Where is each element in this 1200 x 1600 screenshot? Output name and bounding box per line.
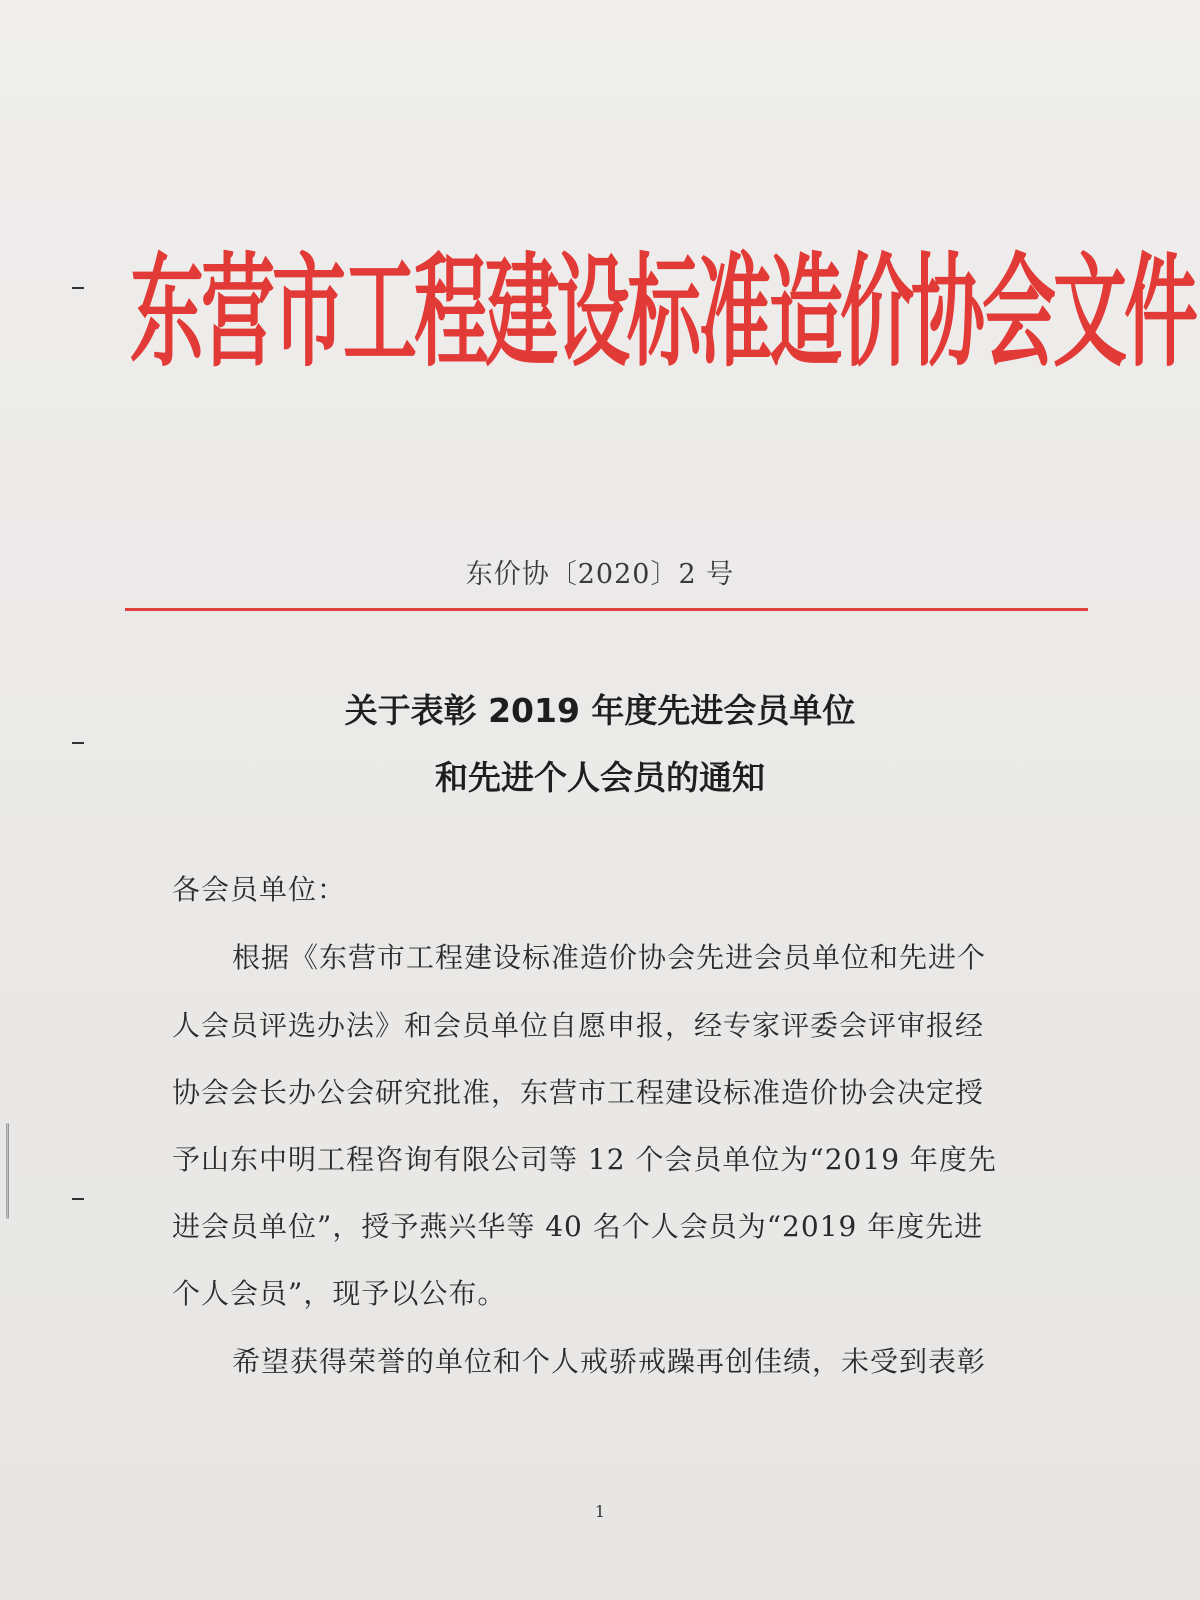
organization-header-title: 东营市工程建设标准造价协会文件 bbox=[130, 242, 1195, 384]
paragraph-2-line-1: 希望获得荣誉的单位和个人戒骄戒躁再创佳绩，未受到表彰 bbox=[232, 1345, 987, 1378]
paragraph-1-line-4: 予山东中明工程咨询有限公司等 12 个会员单位为“2019 年度先 bbox=[172, 1143, 997, 1176]
paragraph-1-line-6: 个人会员”，现予以公布。 bbox=[172, 1277, 507, 1310]
page-number: 1 bbox=[594, 1502, 606, 1521]
staple bbox=[6, 1123, 9, 1219]
notice-title-line-2: 和先进个人会员的通知 bbox=[435, 758, 765, 797]
paragraph-1-line-1: 根据《东营市工程建设标准造价协会先进会员单位和先进个 bbox=[232, 941, 987, 974]
margin-tick-mark bbox=[72, 742, 84, 744]
margin-tick-mark bbox=[72, 1198, 84, 1200]
paragraph-1-line-2: 人会员评选办法》和会员单位自愿申报，经专家评委会评审报经 bbox=[172, 1009, 985, 1042]
notice-title-line-1: 关于表彰 2019 年度先进会员单位 bbox=[344, 691, 856, 730]
paragraph-1-line-3: 协会会长办公会研究批准，东营市工程建设标准造价协会决定授 bbox=[172, 1076, 985, 1109]
document-number: 东价协〔2020〕2 号 bbox=[465, 559, 735, 590]
salutation: 各会员单位： bbox=[172, 873, 347, 906]
paragraph-1-line-5: 进会员单位”，授予燕兴华等 40 名个人会员为“2019 年度先进 bbox=[172, 1210, 984, 1243]
margin-tick-mark bbox=[72, 287, 84, 289]
red-divider-line bbox=[125, 608, 1088, 611]
